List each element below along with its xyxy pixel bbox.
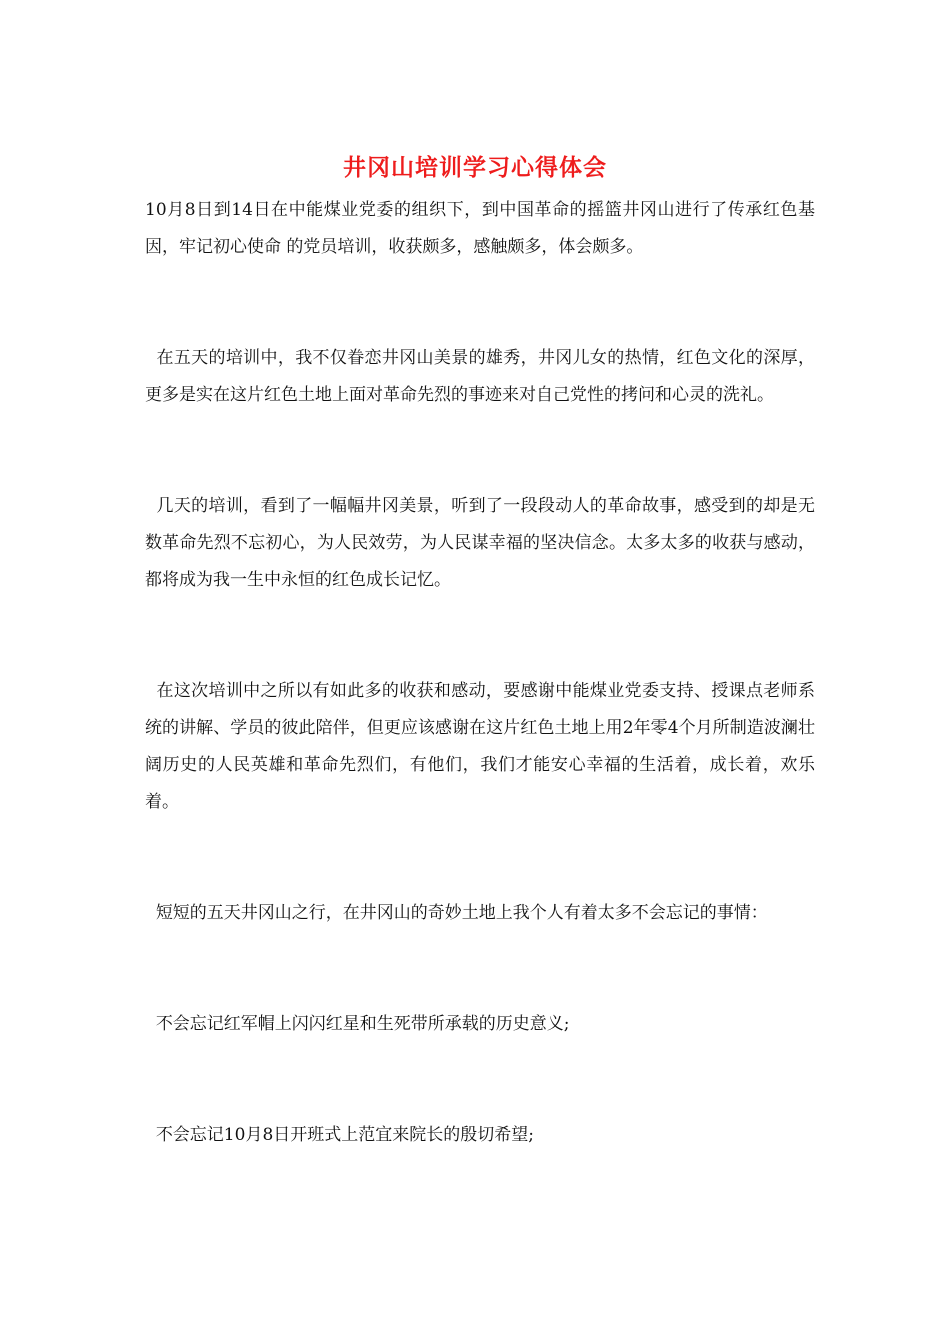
paragraph-journey: 短短的五天井冈山之行，在井冈山的奇妙土地上我个人有着太多不会忘记的事情： <box>145 903 768 923</box>
paragraph-training: 在五天的培训中，我不仅眷恋井冈山美景的雄秀，井冈儿女的热情，红色文化的深厚，更多是实在这片红色土地上面对革命先烈的事迹来对自己党性的拷问和心灵的洗礼。 <box>145 348 815 405</box>
paragraph-thanks: 在这次培训中之所以有如此多的收获和感动，要感谢中能煤业党委支持、授课点老师系统的讲解、学员的彼此陪伴，但更应该感谢在这片红色土地上用2年零4个月所制造波澜壮阔历史的人民英雄和革命先烈们，有他们，我们才能安心幸福的生活着，成长着，欢乐着。 <box>145 681 815 812</box>
document-title: 井冈山培训学习心得体会 <box>343 154 607 181</box>
paragraph-intro: 10月8日到14日在中能煤业党委的组织下，到中国革命的摇篮井冈山进行了传承红色基因，牢记初心使命 的党员培训，收获颇多，感触颇多，体会颇多。 <box>145 200 815 257</box>
paragraph-red-star: 不会忘记红军帽上闪闪红星和生死带所承载的历史意义; <box>145 1014 570 1034</box>
document-body <box>145 192 815 1154</box>
paragraph-stories: 几天的培训，看到了一幅幅井冈美景，听到了一段段动人的革命故事，感受到的却是无数革命先烈不忘初心，为人民效劳，为人民谋幸福的坚决信念。太多太多的收获与感动，都将成为我一生中永恒的红色成长记忆。 <box>145 496 815 590</box>
paragraph-opening-ceremony: 不会忘记10月8日开班式上范宜来院长的殷切希望; <box>145 1125 534 1145</box>
